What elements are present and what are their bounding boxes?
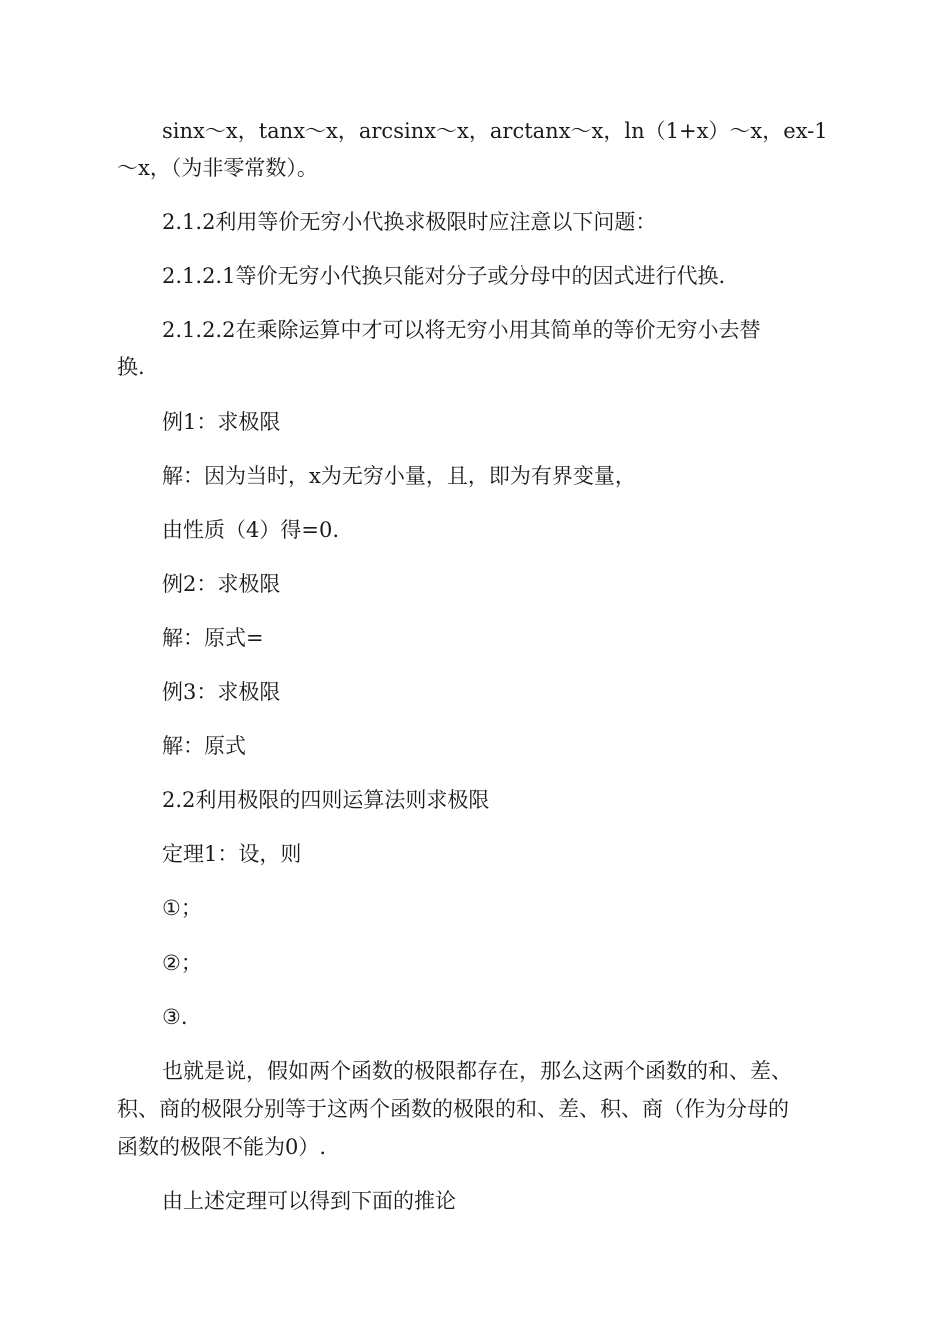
theorem-1-item-2: ②； bbox=[162, 951, 202, 975]
example-2-title: 例2：求极限 bbox=[162, 572, 281, 596]
paragraph-explanation-line-3: 函数的极限不能为0）. bbox=[117, 1135, 327, 1159]
text-line-2-1-2-2-cont: 换. bbox=[117, 355, 145, 379]
example-1-solution: 解：因为当时，x为无穷小量，且，即为有界变量， bbox=[162, 464, 636, 488]
theorem-1: 定理1：设，则 bbox=[162, 842, 302, 866]
corollary-intro: 由上述定理可以得到下面的推论 bbox=[162, 1189, 456, 1213]
example-1-result: 由性质（4）得=0. bbox=[162, 518, 339, 542]
text-line-2-1-2-2: 2.1.2.2在乘除运算中才可以将无穷小用其简单的等价无穷小去替 bbox=[162, 318, 761, 342]
text-line-equivalents-cont: ～x，（为非零常数）。 bbox=[117, 156, 318, 180]
example-3-title: 例3：求极限 bbox=[162, 680, 281, 704]
section-heading-2-1-2: 2.1.2利用等价无穷小代换求极限时应注意以下问题： bbox=[162, 210, 657, 234]
example-2-solution: 解：原式= bbox=[162, 626, 264, 650]
text-line-equivalents: sinx～x，tanx～x，arcsinx～x，arctanx～x，ln（1+x）～x，ex-1 bbox=[162, 119, 828, 143]
paragraph-explanation-line-2: 积、商的极限分别等于这两个函数的极限的和、差、积、商（作为分母的 bbox=[117, 1097, 789, 1121]
section-heading-2-2: 2.2利用极限的四则运算法则求极限 bbox=[162, 788, 490, 812]
example-3-solution: 解：原式 bbox=[162, 734, 246, 758]
paragraph-explanation-line-1: 也就是说，假如两个函数的极限都存在，那么这两个函数的和、差、 bbox=[162, 1059, 792, 1083]
theorem-1-item-1: ①； bbox=[162, 896, 202, 920]
theorem-1-item-3: ③. bbox=[162, 1005, 188, 1029]
text-line-2-1-2-1: 2.1.2.1等价无穷小代换只能对分子或分母中的因式进行代换. bbox=[162, 264, 726, 288]
example-1-title: 例1：求极限 bbox=[162, 410, 281, 434]
